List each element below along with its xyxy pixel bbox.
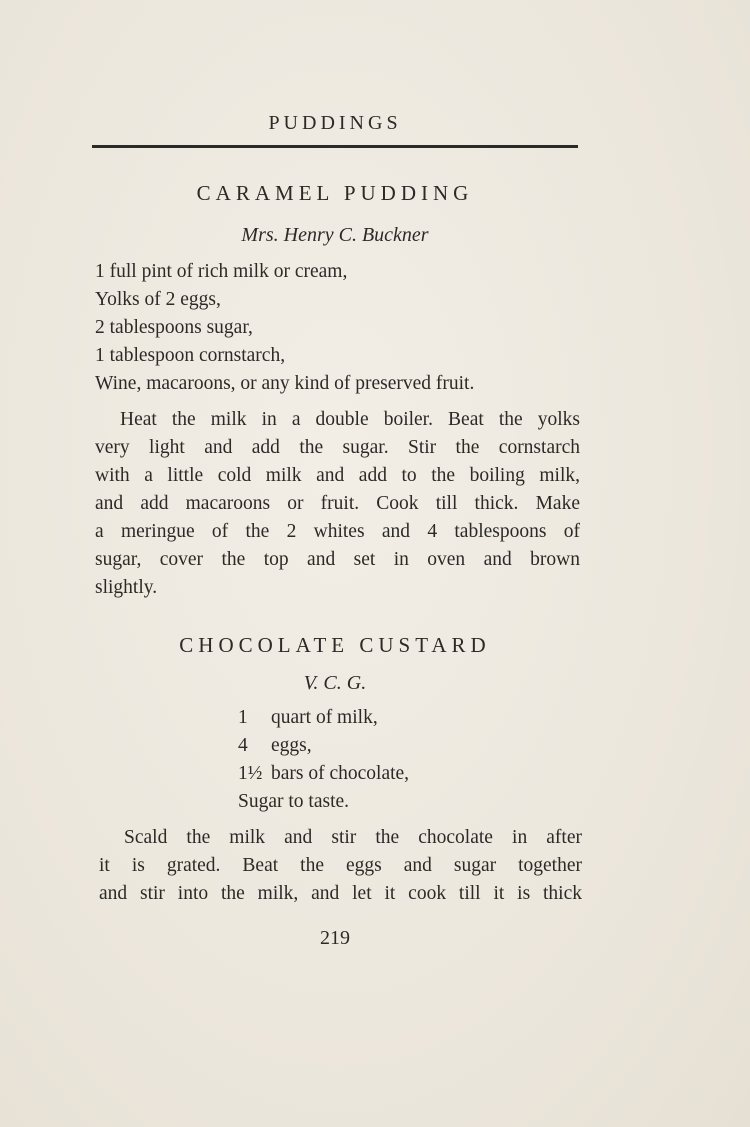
ingredient-line: Yolks of 2 eggs, [95, 289, 221, 310]
method-line: Heat the milk in a double boiler. Beat the yolks [120, 409, 580, 430]
method-line: a meringue of the 2 whites and 4 tablespoons of [95, 521, 580, 542]
method-line: sugar, cover the top and set in oven and brown [95, 549, 580, 570]
ingredient-text: eggs, [271, 735, 312, 756]
ingredient-line: 2 tablespoons sugar, [95, 317, 253, 338]
ingredient-line: Sugar to taste. [238, 791, 350, 812]
method-line: with a little cold milk and add to the boiling milk, [95, 465, 580, 486]
method-line: it is grated. Beat the eggs and sugar together [99, 855, 582, 876]
ingredient-text: quart of milk, [271, 707, 378, 728]
recipe-title-caramel-pudding: CARAMEL PUDDING [196, 181, 474, 205]
recipe-byline-chocolate-custard: V. C. G. [303, 672, 367, 694]
ingredient-line [238, 762, 409, 786]
method-line: Scald the milk and stir the chocolate in after [124, 827, 582, 848]
ingredient-quantity: 1 [238, 707, 248, 728]
header-rule [92, 145, 578, 148]
ingredient-line [238, 734, 312, 758]
method-line: very light and add the sugar. Stir the cornstarch [95, 437, 580, 458]
ingredient-line: Wine, macaroons, or any kind of preserved fruit. [95, 373, 475, 394]
running-head: PUDDINGS [268, 112, 402, 134]
method-line: and add macaroons or fruit. Cook till thick. Make [95, 493, 580, 514]
page-number: 219 [320, 927, 350, 949]
recipe-byline-caramel-pudding: Mrs. Henry C. Buckner [241, 224, 429, 246]
method-line: and stir into the milk, and let it cook till it is thick [99, 883, 582, 904]
ingredient-line: 1 full pint of rich milk or cream, [95, 261, 348, 282]
recipe-title-chocolate-custard: CHOCOLATE CUSTARD [179, 633, 491, 657]
ingredient-text: bars of chocolate, [271, 763, 410, 784]
ingredient-quantity: 4 [238, 735, 248, 756]
ingredient-line [238, 706, 378, 730]
ingredient-line: 1 tablespoon cornstarch, [95, 345, 286, 366]
ingredient-quantity: 1½ [238, 763, 263, 784]
method-line: slightly. [95, 577, 158, 598]
